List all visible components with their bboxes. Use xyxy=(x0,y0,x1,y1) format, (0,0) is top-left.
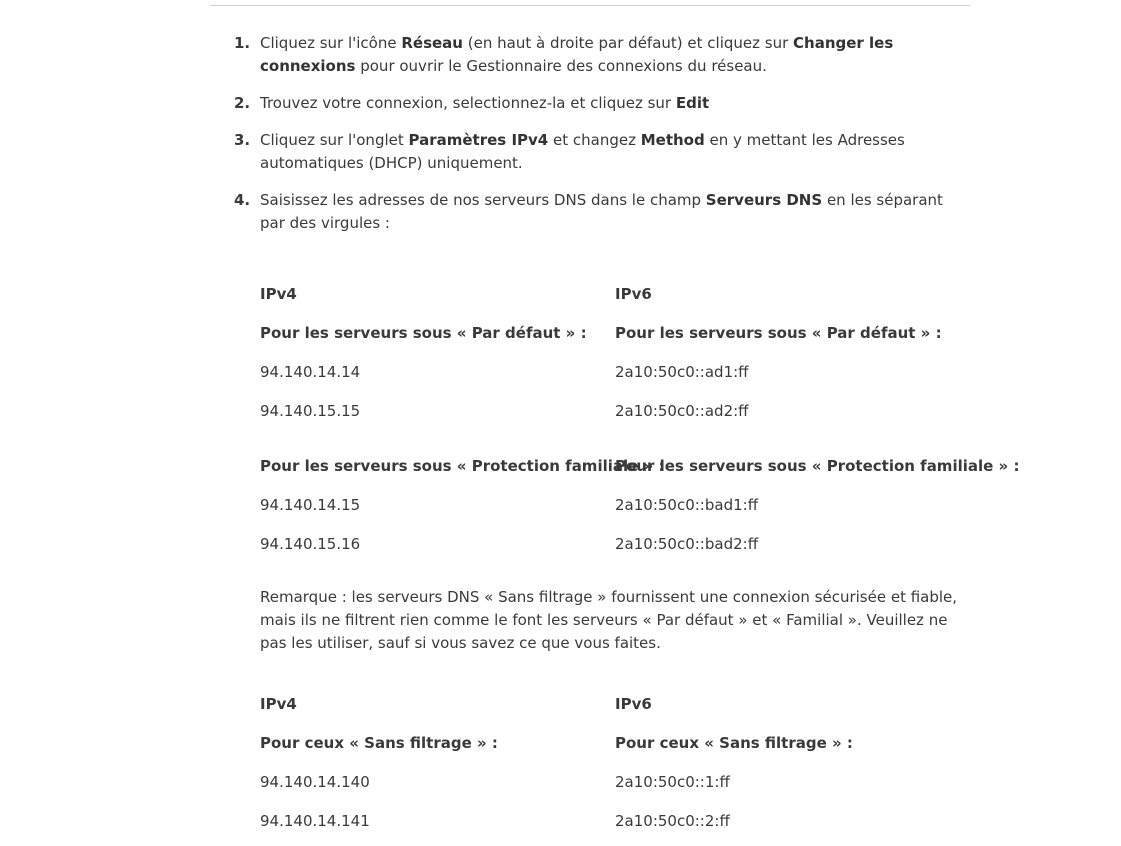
step-text: Cliquez sur l'onglet xyxy=(260,131,409,149)
table-header-row xyxy=(260,283,980,322)
default-label-row xyxy=(260,322,980,361)
step-text: pour ouvrir le Gestionnaire des connexions du réseau. xyxy=(355,57,767,75)
dns-address-ipv6: 2a10:50c0::1:ff xyxy=(615,773,730,791)
step-text: en les séparant par des virgules : xyxy=(260,191,943,232)
ipv6-header: IPv6 xyxy=(615,695,652,713)
unfiltered-label-ipv4: Pour ceux « Sans filtrage » : xyxy=(260,734,498,752)
step-text: Saisissez les adresses de nos serveurs DNS dans le champ xyxy=(260,191,706,209)
dns-address-ipv4: 94.140.14.14 xyxy=(260,363,361,381)
table-row xyxy=(260,771,980,810)
step-2 xyxy=(230,92,960,115)
unfiltered-remark: Remarque : les serveurs DNS « Sans filtrage » fournissent une connexion sécurisée et fiable, mais ils ne filtrent rien comme le font les serveurs « Par défaut » et « Familial ». Veuillez ne pas les utiliser, sauf si vous savez ce que vous faites. xyxy=(260,588,958,652)
dns-address-ipv4: 94.140.14.15 xyxy=(260,496,361,514)
unfiltered-label-row xyxy=(260,732,980,771)
dns-address-ipv6: 2a10:50c0::ad1:ff xyxy=(615,363,749,381)
step-text: en y mettant les Adresses automatiques (DHCP) uniquement. xyxy=(260,131,905,172)
table-row xyxy=(260,533,980,572)
step-number: 2. xyxy=(234,94,251,112)
step-text: Trouvez votre connexion, selectionnez-la et cliquez sur xyxy=(260,94,676,112)
unfiltered-label-ipv6: Pour ceux « Sans filtrage » : xyxy=(615,734,853,752)
step-number: 1. xyxy=(234,34,251,52)
family-label-ipv6: Pour les serveurs sous « Protection familiale » : xyxy=(615,457,1020,475)
dns-table-default-family xyxy=(260,283,1020,572)
dns-address-ipv4: 94.140.15.15 xyxy=(260,402,361,420)
table-row xyxy=(260,361,980,400)
family-label-row xyxy=(260,455,1020,494)
step-emphasis-change-connections: Changer les connexions xyxy=(260,34,894,75)
step-emphasis-method: Method xyxy=(640,131,705,149)
table-row xyxy=(260,400,980,439)
dns-address-ipv4: 94.140.15.16 xyxy=(260,535,361,553)
ipv4-header: IPv4 xyxy=(260,285,297,303)
family-label-ipv4: Pour les serveurs sous « Protection familiale » : xyxy=(260,457,665,475)
step-3 xyxy=(230,129,960,175)
step-emphasis-ipv4-settings: Paramètres IPv4 xyxy=(408,131,549,149)
dns-address-ipv6: 2a10:50c0::bad2:ff xyxy=(615,535,759,553)
step-emphasis-edit: Edit xyxy=(675,94,710,112)
ipv4-header: IPv4 xyxy=(260,695,297,713)
step-text: Cliquez sur l'icône xyxy=(260,34,402,52)
instruction-steps xyxy=(230,32,960,249)
step-4 xyxy=(230,189,960,235)
default-label-ipv4: Pour les serveurs sous « Par défaut » : xyxy=(260,324,587,342)
step-1 xyxy=(230,32,960,78)
dns-address-ipv6: 2a10:50c0::2:ff xyxy=(615,812,730,830)
step-text: et changez xyxy=(548,131,641,149)
step-number: 4. xyxy=(234,191,251,209)
table-header-row xyxy=(260,693,980,732)
step-number: 3. xyxy=(234,131,251,149)
step-text: (en haut à droite par défaut) et cliquez sur xyxy=(463,34,794,52)
table-row xyxy=(260,810,980,846)
dns-address-ipv6: 2a10:50c0::ad2:ff xyxy=(615,402,749,420)
top-divider xyxy=(210,5,970,6)
ipv6-header: IPv6 xyxy=(615,285,652,303)
dns-address-ipv4: 94.140.14.141 xyxy=(260,812,370,830)
dns-address-ipv6: 2a10:50c0::bad1:ff xyxy=(615,496,759,514)
step-emphasis-dns-servers: Serveurs DNS xyxy=(705,191,823,209)
table-row xyxy=(260,494,980,533)
default-label-ipv6: Pour les serveurs sous « Par défaut » : xyxy=(615,324,942,342)
step-emphasis-network: Réseau xyxy=(401,34,463,52)
dns-address-ipv4: 94.140.14.140 xyxy=(260,773,370,791)
dns-table-unfiltered xyxy=(260,693,980,846)
